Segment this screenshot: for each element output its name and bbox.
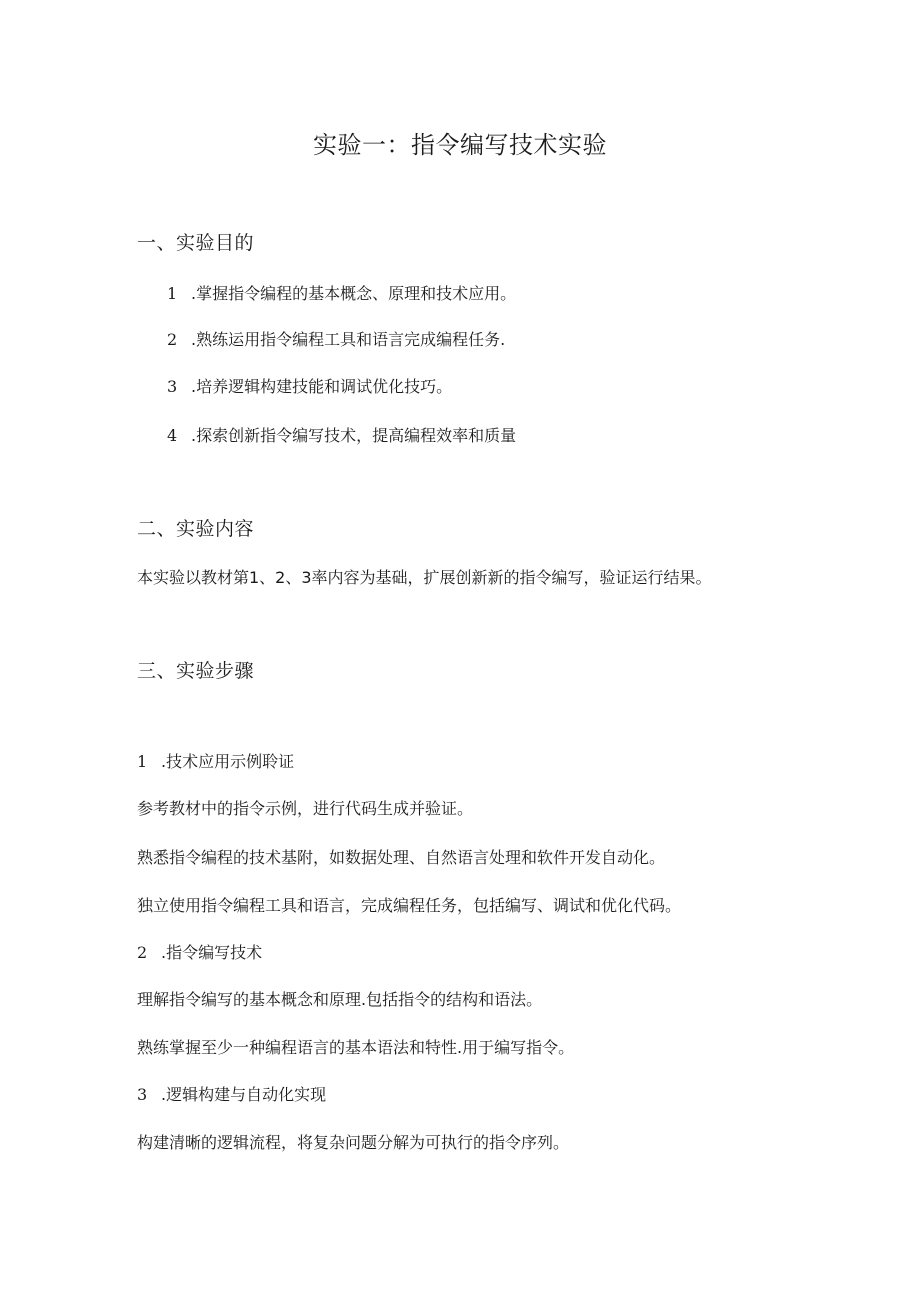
step-2-paragraph-2: 熟练掌握至少一种编程语言的基本语法和特性.用于编写指令。 [137,1038,575,1057]
step-1-paragraph-3: 独立使用指令编程工具和语言，完成编程任务，包括编写、调试和优化代码。 [137,896,682,915]
step-1-title [137,750,294,774]
list-number: 3 [167,377,178,396]
step-3-paragraph-1: 构建清晰的逻辑流程，将复杂问题分解为可执行的指令序列。 [137,1133,570,1152]
step-2-title [137,941,262,965]
purpose-item-4 [167,424,516,448]
step-title-text: .技术应用示例聆证 [161,752,295,771]
section-heading-steps: 三、实验步骤 [137,660,255,682]
step-1-paragraph-1: 参考教材中的指令示例，进行代码生成并验证。 [137,799,474,818]
list-text: .培养逻辑构建技能和调试优化技巧。 [191,377,453,396]
list-number: 4 [167,426,178,445]
content-paragraph: 本实验以教材第1、2、3率内容为基础，扩展创新新的指令编写，验证运行结果。 [137,568,712,587]
step-title-text: .指令编写技术 [161,943,263,962]
list-text: .掌握指令编程的基本概念、原理和技术应用。 [191,284,517,303]
list-number: 2 [167,330,178,349]
step-number: 1 [137,752,148,771]
step-1-paragraph-2: 熟悉指令编程的技术基附，如数据处理、自然语言处理和软件开发自动化。 [137,848,666,867]
step-3-title [137,1083,326,1107]
purpose-item-2 [167,328,505,352]
list-text: .探索创新指令编写技术，提高编程效率和质量 [191,426,517,445]
step-number: 2 [137,943,148,962]
step-number: 3 [137,1085,148,1104]
purpose-item-1 [167,282,516,306]
list-number: 1 [167,284,178,303]
section-heading-purpose: 一、实验目的 [137,232,255,254]
list-text: .熟练运用指令编程工具和语言完成编程任务. [191,330,506,349]
step-title-text: .逻辑构建与自动化实现 [161,1085,327,1104]
step-2-paragraph-1: 理解指令编写的基本概念和原理.包括指令的结构和语法。 [137,990,543,1009]
purpose-item-3 [167,375,452,399]
page-title: 实验一：指令编写技术实验 [313,131,607,159]
section-heading-content: 二、实验内容 [137,518,255,540]
